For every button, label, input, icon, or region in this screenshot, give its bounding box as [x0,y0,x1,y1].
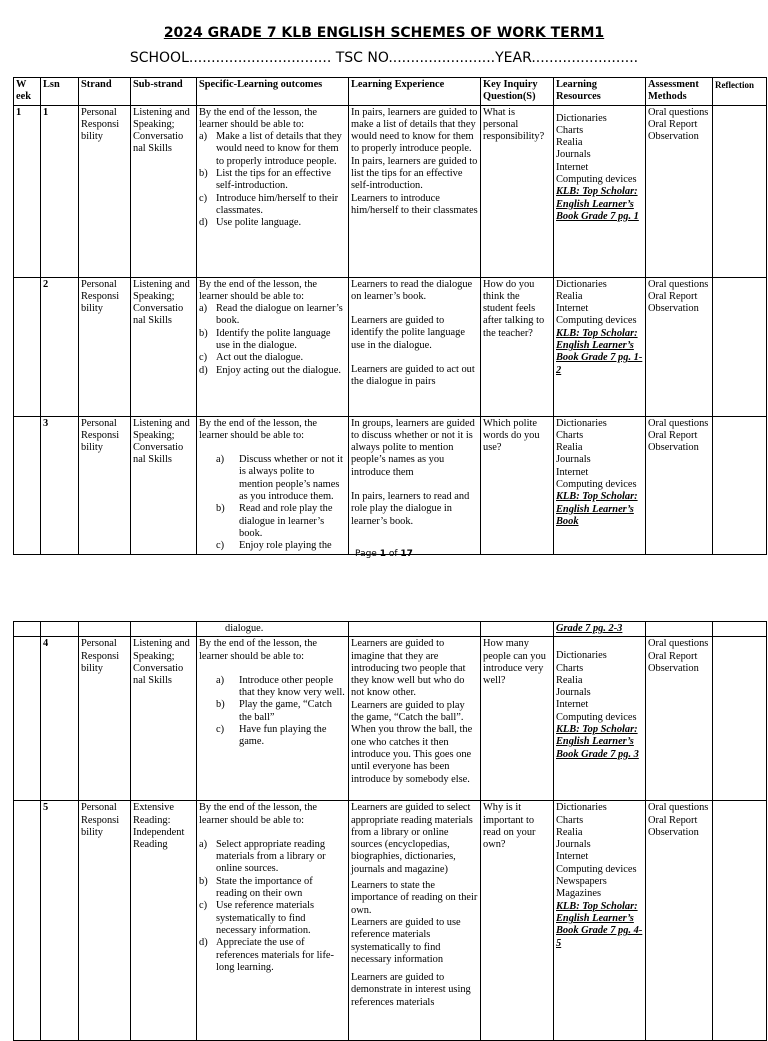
header-inquiry: Key Inquiry Question(S) [481,78,554,106]
cell-reflection [713,416,767,554]
list-item: d) Enjoy acting out the dialogue. [199,364,341,376]
list-item: b) Identify the polite language use in the dialogue. [199,327,331,352]
cell-resources: Dictionaries Charts Realia Journals Internet Computing devices KLB: Top Scholar: English Learner’s Book Grade 7 pg. 1 [554,105,646,277]
table-row [14,637,767,801]
cell-resources: Dictionaries Charts Realia Journals Internet Computing devices KLB: Top Scholar: English Learner’s Book [554,416,646,554]
cell-week [14,277,41,416]
book-reference: KLB: Top Scholar: English Learner’s Book [556,491,638,527]
cell-lsn: 2 [41,277,79,416]
cell-substrand: Listening and Speaking; Conversatio nal Skills [131,277,197,416]
cell-strand: Personal Responsi bility [79,637,131,801]
cell-outcomes [197,105,349,277]
cell-outcomes: By the end of the lesson, the learner should be able to: a) Read the dialogue on learner’s book. b) Identify the polite language use in the dialogue. c) Act out the dialogue. d) Enjoy acting out the dialogue. [197,277,349,416]
outcomes-intro: By the end of the lesson, the learner should be able to: [199,106,318,130]
cell-inquiry: How many people can you introduce very well? [481,637,554,801]
cell-strand: Personal Responsi bility [79,801,131,1041]
header-outcomes: Specific-Learning outcomes [197,78,349,106]
list-item: c) Use reference materials systematically to find necessary information. [199,900,315,936]
cell-experience: Learners are guided to select appropriate reading materials from a library or online sources (encyclopedias, biographies, dictionaries, journals and magazine) Learners to state the importance of reading on their own. Learners are guided to use reference materials systematically to find necessary information Learners are guided to demonstrate in interest using references materials [349,801,481,1041]
list-item: b) State the importance of reading on their own [199,875,313,900]
cell-inquiry: Which polite words do you use? [481,416,554,554]
list-item: a) Discuss whether or not it is always polite to mention people’s names as you introduce them. [216,454,343,503]
book-reference: KLB: Top Scholar: English Learner’s Book Grade 7 pg. 1 [556,186,639,222]
header-reflection: Reflection [713,78,767,106]
list-item: c) Introduce him/herself to their classmates. [199,192,339,216]
list-item: d) Use polite language. [199,217,302,229]
list-item: b) Play the game, “Catch the ball” [216,699,332,723]
book-reference: KLB: Top Scholar: English Learner’s Book Grade 7 pg. 4-5 [556,900,643,949]
cell-week [14,416,41,554]
header-assessment: Assessment Methods [646,78,713,106]
cell-strand: Personal Responsi bility [79,416,131,554]
list-item: b) Read and role play the dialogue in learner’s book. [216,503,333,539]
cell-inquiry: Why is it important to read on your own? [481,801,554,1041]
cell-strand: Personal Responsi bility [79,105,131,277]
cell-outcomes: dialogue. [197,622,349,637]
header-experience: Learning Experience [349,78,481,106]
cell-reflection [713,105,767,277]
cell-reflection [713,277,767,416]
cell-experience: In pairs, learners are guided to make a list of details that they would need to know for them to properly introduce people. In pairs, learners are guided to list the tips for an effective self-introduction. Learners to introduce him/herself to their classmates [349,105,481,277]
list-item: a) Select appropriate reading materials from a library or online sources. [199,838,326,875]
book-reference: KLB: Top Scholar: English Learner’s Book Grade 7 pg. 3 [556,724,639,760]
table-row [14,105,767,277]
table-header-row [14,78,767,106]
table-row [14,416,767,554]
header-week: W eek [14,78,41,106]
table-row [14,277,767,416]
list-item: b) List the tips for an effective self-introduction. [199,168,331,192]
cell-assessment: Oral questions Oral Report Observation [646,105,713,277]
continuation-row [14,622,767,637]
header-resources: Learning Resources [554,78,646,106]
header-substrand: Sub-strand [131,78,197,106]
list-item: c) Enjoy role playing the [216,540,332,552]
cell-experience: Learners are guided to imagine that they are introducing two people that they know well but who do not know other. Learners are guided to play the game, “Catch the ball”. When you throw the ball, the one who catches it then introduce you. This goes one until everyone has been introduce by somebody else. [349,637,481,801]
list-item: c) Act out the dialogue. [199,352,304,364]
scheme-table-page1 [13,77,767,555]
cell-inquiry: How do you think the student feels after talking to the teacher? [481,277,554,416]
cell-resources: Dictionaries Charts Realia Journals Internet Computing devices KLB: Top Scholar: English Learner’s Book Grade 7 pg. 3 [554,637,646,801]
cell-outcomes: By the end of the lesson, the learner should be able to: a) Introduce other people that they know very well. b) Play the game, “Catch the ball” c) Have fun playing the game. [197,637,349,801]
cell-experience: In groups, learners are guided to discuss whether or not it is always polite to mention people’s names as you introduce them In pairs, learners to read and role play the dialogue in learner’s book. [349,416,481,554]
cell-assessment: Oral questions Oral Report Observation [646,637,713,801]
list-item: a) Make a list of details that they would need to know for them to properly introduce people. [199,131,342,167]
cell-outcomes: By the end of the lesson, the learner should be able to: a) Discuss whether or not it is always polite to mention people’s names as you introduce them. b) Read and role play the dialogue in learner’s book. c) Enjoy role playing the [197,416,349,554]
list-item: c) Have fun playing the game. [216,724,327,748]
header-strand: Strand [79,78,131,106]
cell-resources: Dictionaries Charts Realia Journals Internet Computing devices Newspapers Magazines KLB: Top Scholar: English Learner’s Book Grade 7 pg. 4-5 [554,801,646,1041]
table-row [14,801,767,1041]
cell-assessment: Oral questions Oral Report Observation [646,801,713,1041]
document-title: 2024 GRADE 7 KLB ENGLISH SCHEMES OF WORK TERM1 [163,25,605,41]
cell-resources: Grade 7 pg. 2-3 [554,622,646,637]
list-item: d) Appreciate the use of references materials for life-long learning. [199,937,334,973]
cell-strand: Personal Responsi bility [79,277,131,416]
cell-substrand: Listening and Speaking; Conversatio nal Skills [131,637,197,801]
book-reference: KLB: Top Scholar: English Learner’s Book Grade 7 pg. 1-2 [556,327,643,376]
cell-substrand: Listening and Speaking; Conversatio nal Skills [131,105,197,277]
cell-resources: Dictionaries Realia Internet Computing devices KLB: Top Scholar: English Learner’s Book Grade 7 pg. 1-2 [554,277,646,416]
cell-substrand: Extensive Reading: Independent Reading [131,801,197,1041]
cell-assessment: Oral questions Oral Report Observation [646,416,713,554]
cell-substrand: Listening and Speaking; Conversatio nal Skills [131,416,197,554]
cell-week: 1 [14,105,41,277]
cell-lsn: 3 [41,416,79,554]
cell-lsn: 5 [41,801,79,1041]
page-footer: Page 1 of 17 [355,549,413,559]
school-line: SCHOOL................................ TSC NO........................YEAR........................ [129,50,639,66]
header-lsn: Lsn [41,78,79,106]
scheme-table-page2 [13,621,767,1041]
cell-lsn: 4 [41,637,79,801]
cell-outcomes: By the end of the lesson, the learner should be able to: a) Select appropriate reading materials from a library or online sources. b) State the importance of reading on their own c) Use reference materials systematically to find necessary information. d) Appreciate the use of references materials for life-long learning. [197,801,349,1041]
cell-lsn: 1 [41,105,79,277]
cell-assessment: Oral questions Oral Report Observation [646,277,713,416]
list-item: a) Read the dialogue on learner’s book. [199,303,343,327]
cell-inquiry: What is personal responsibility? [481,105,554,277]
cell-experience: Learners to read the dialogue on learner’s book. Learners are guided to identify the polite language use in the dialogue. Learners are guided to act out the dialogue in pairs [349,277,481,416]
list-item: a) Introduce other people that they know very well. [216,674,345,699]
